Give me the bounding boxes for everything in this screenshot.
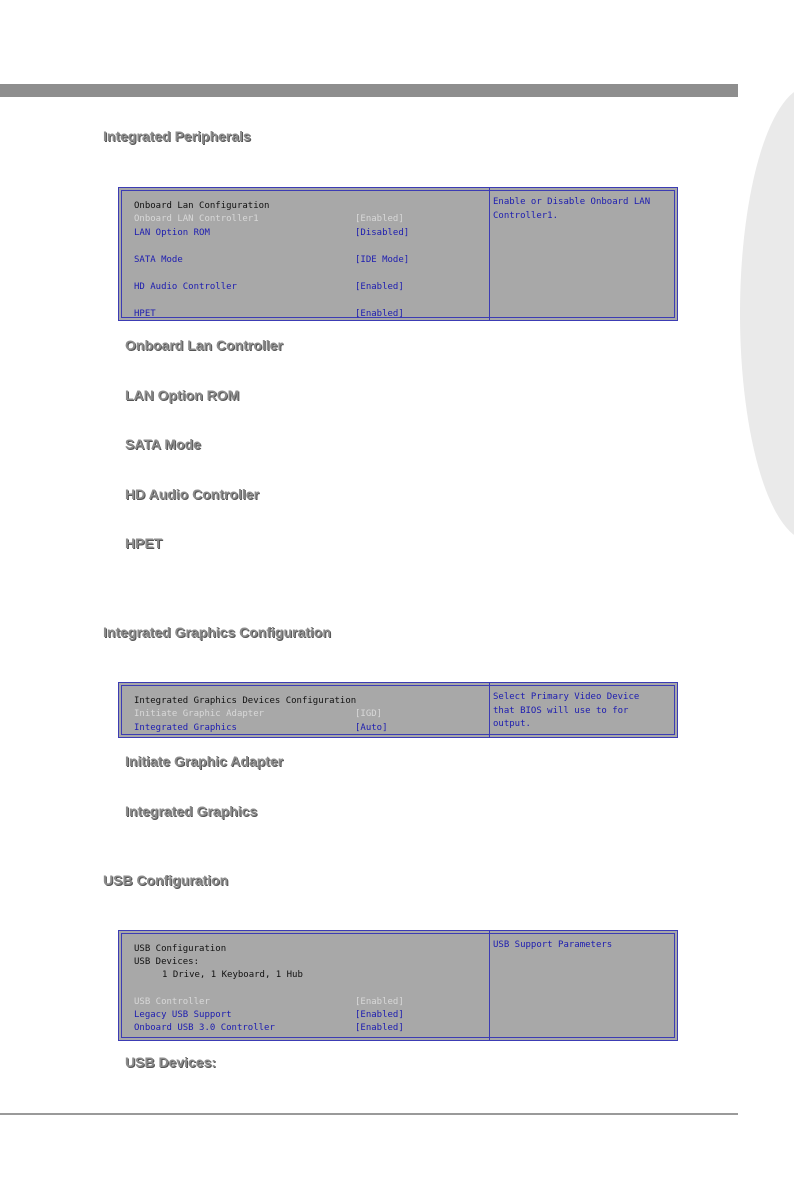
item-hd-audio-controller: HD Audio Controller [125, 486, 260, 502]
bios-setting-label: Onboard USB 3.0 Controller [134, 1023, 275, 1033]
bios-setting-label: SATA Mode [134, 255, 183, 265]
item-hpet: HPET [125, 535, 163, 551]
bios-setting-label: Integrated Graphics [134, 723, 237, 733]
bios-settings-panel [119, 931, 489, 1040]
bios-setting-label: LAN Option ROM [134, 228, 210, 238]
item-sata-mode: SATA Mode [125, 436, 201, 452]
bios-setting-value: [IDE Mode] [355, 255, 410, 265]
bios-setting-value: [Enabled] [355, 997, 404, 1007]
bios-setting-label: HD Audio Controller [134, 282, 237, 292]
bios-setting-label: Legacy USB Support [134, 1010, 232, 1020]
item-lan-option-rom: LAN Option ROM [125, 387, 240, 403]
bios-setting-value: [Enabled] [355, 1010, 404, 1020]
bios-setting-value: [Disabled] [355, 228, 410, 238]
bios-setting-lan-option-rom[interactable] [134, 227, 410, 239]
bios-screen-graphics [118, 682, 678, 738]
bios-setting-label: Initiate Graphic Adapter [134, 709, 265, 719]
bios-setting-value: [IGD] [355, 709, 383, 719]
section-title-integrated-graphics: Integrated Graphics Configuration [103, 624, 331, 640]
bios-setting-value: [Enabled] [355, 1023, 404, 1033]
bios-setting-onboard-lan-controller[interactable] [134, 213, 404, 225]
header-bar [0, 84, 738, 97]
bios-help-text: Select Primary Video Device that BIOS will use to for output. [493, 692, 640, 729]
bios-setting-hpet[interactable] [134, 308, 404, 320]
bios-screen-peripherals [118, 187, 678, 321]
bios-help-text: Enable or Disable Onboard LAN Controller1. [493, 197, 651, 221]
bios-setting-label: HPET [134, 309, 156, 319]
bios-divider [489, 931, 490, 1040]
bios-setting-value: [Enabled] [355, 309, 404, 319]
bios-setting-value: [Enabled] [355, 214, 404, 224]
bios-divider [489, 188, 490, 320]
item-onboard-lan-controller: Onboard Lan Controller [125, 337, 283, 353]
bios-help-text: USB Support Parameters [493, 940, 613, 950]
item-usb-devices: USB Devices: [125, 1054, 217, 1070]
bios-settings-panel [119, 683, 489, 737]
footer-rule [0, 1113, 738, 1115]
bios-heading: Onboard Lan Configuration [134, 201, 270, 211]
bios-heading: USB Configuration [134, 944, 227, 954]
bios-setting-label: Onboard LAN Controller1 [134, 214, 259, 224]
section-title-usb-configuration: USB Configuration [103, 872, 229, 888]
bios-divider [489, 683, 490, 737]
item-initiate-graphic-adapter: Initiate Graphic Adapter [125, 753, 284, 769]
bios-settings-panel [119, 188, 489, 320]
bios-setting-value: [Enabled] [355, 282, 404, 292]
bios-setting-sata-mode[interactable] [134, 254, 410, 266]
bios-usb-devices-label: USB Devices: [134, 957, 200, 967]
bios-setting-integrated-graphics[interactable] [134, 722, 388, 734]
bios-setting-initiate-graphic-adapter[interactable] [134, 708, 383, 720]
bios-usb-devices-value: 1 Drive, 1 Keyboard, 1 Hub [162, 970, 303, 980]
item-integrated-graphics: Integrated Graphics [125, 803, 258, 819]
bios-setting-onboard-usb3-controller[interactable] [134, 1022, 404, 1034]
section-title-integrated-peripherals: Integrated Peripherals [103, 128, 251, 144]
bios-setting-legacy-usb-support[interactable] [134, 1009, 404, 1021]
bios-setting-usb-controller[interactable] [134, 996, 404, 1008]
bios-heading: Integrated Graphics Devices Configuration [134, 696, 357, 706]
bios-setting-label: USB Controller [134, 997, 210, 1007]
chapter-side-tab [740, 86, 794, 541]
bios-setting-hd-audio-controller[interactable] [134, 281, 404, 293]
bios-setting-value: [Auto] [355, 723, 388, 733]
bios-screen-usb [118, 930, 678, 1041]
